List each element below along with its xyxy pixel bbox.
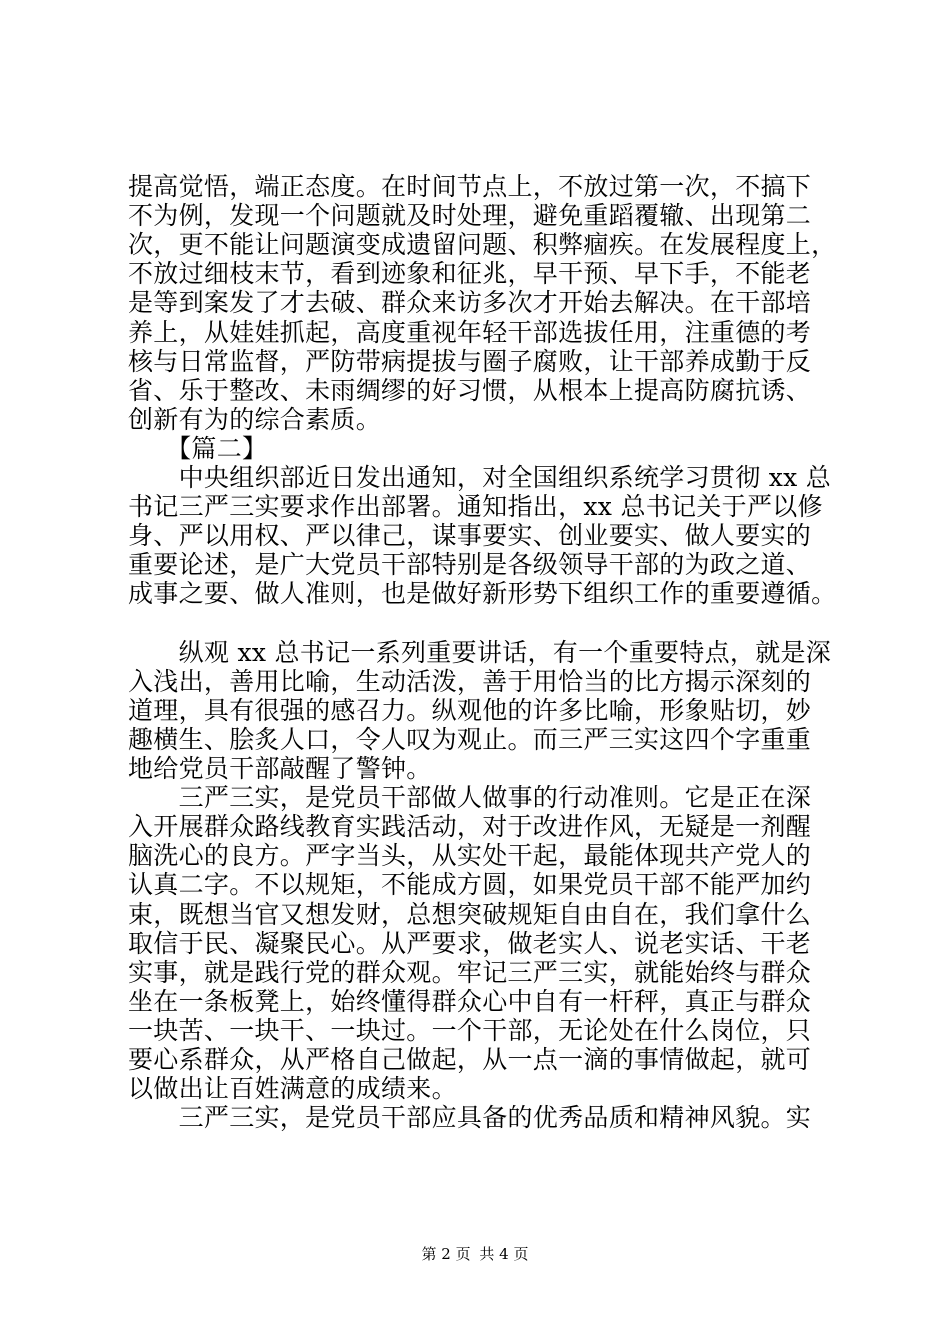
text-line: 三严三实，是党员干部做人做事的行动准则。它是正在深	[128, 783, 812, 813]
page-number: 第 2 页	[421, 1245, 471, 1263]
text-line: 一块苦、一块干、一块过。一个干部，无论处在什么岗位，只	[128, 1015, 812, 1045]
text-line: 提高觉悟，端正态度。在时间节点上，不放过第一次，不搞下	[128, 172, 812, 201]
text-line: 创新有为的综合素质。	[128, 404, 382, 434]
text-line: 重要论述，是广大党员干部特别是各级领导干部的为政之道、	[128, 550, 812, 580]
text-line: 不放过细枝末节，看到迹象和征兆，早干预、早下手，不能老	[128, 259, 812, 289]
text-line: 道理，具有很强的感召力。纵观他的许多比喻，形象贴切，妙	[128, 695, 812, 725]
text-line: 脑洗心的良方。严字当头，从实处干起，最能体现共产党人的	[128, 841, 812, 871]
text-line: 书记三严三实要求作出部署。通知指出，xx 总书记关于严以修	[128, 492, 823, 522]
text-line: 地给党员干部敲醒了警钟。	[128, 754, 432, 783]
text-line: 实事，就是践行党的群众观。牢记三严三实，就能始终与群众	[128, 957, 812, 987]
page-total: 共 4 页	[479, 1245, 529, 1263]
text-line: 入开展群众路线教育实践活动，对于改进作风，无疑是一剂醒	[128, 812, 812, 842]
text-line: 要心系群众，从严格自己做起，从一点一滴的事情做起，就可	[128, 1045, 812, 1074]
text-line: 入浅出，善用比喻，生动活泼，善于用恰当的比方揭示深刻的	[128, 666, 812, 696]
page-footer	[0, 1245, 950, 1263]
text-line: 取信于民、凝聚民心。从严要求，做老实人、说老实话、干老	[128, 928, 812, 958]
text-line: 不为例，发现一个问题就及时处理，避免重蹈覆辙、出现第二	[128, 201, 812, 231]
text-line: 省、乐于整改、未雨绸缪的好习惯，从根本上提高防腐抗诱、	[128, 375, 812, 405]
text-line: 次，更不能让问题演变成遗留问题、积弊痼疾。在发展程度上，	[128, 230, 837, 260]
text-line: 是等到案发了才去破、群众来访多次才开始去解决。在干部培	[128, 288, 812, 318]
text-line: 中央组织部近日发出通知，对全国组织系统学习贯彻 xx 总	[128, 463, 832, 492]
text-line: 成事之要、做人准则，也是做好新形势下组织工作的重要遵循。	[128, 579, 837, 609]
text-line: 【篇二】	[128, 433, 268, 463]
text-line: 三严三实，是党员干部应具备的优秀品质和精神风貌。实	[128, 1103, 812, 1133]
text-line: 束，既想当官又想发财，总想突破规矩自由自在，我们拿什么	[128, 899, 812, 929]
text-line: 趣横生、脍炙人口，令人叹为观止。而三严三实这四个字重重	[128, 724, 812, 754]
text-line: 纵观 xx 总书记一系列重要讲话，有一个重要特点，就是深	[128, 637, 832, 667]
text-line: 坐在一条板凳上，始终懂得群众心中自有一杆秤，真正与群众	[128, 986, 812, 1016]
text-line: 身、严以用权、严以律己，谋事要实、创业要实、做人要实的	[128, 521, 812, 551]
text-line: 核与日常监督，严防带病提拔与圈子腐败，让干部养成勤于反	[128, 346, 812, 376]
text-line: 以做出让百姓满意的成绩来。	[128, 1074, 457, 1104]
text-line: 养上，从娃娃抓起，高度重视年轻干部选拔任用，注重德的考	[128, 317, 812, 347]
text-line: 认真二字。不以规矩，不能成方圆，如果党员干部不能严加约	[128, 870, 812, 900]
